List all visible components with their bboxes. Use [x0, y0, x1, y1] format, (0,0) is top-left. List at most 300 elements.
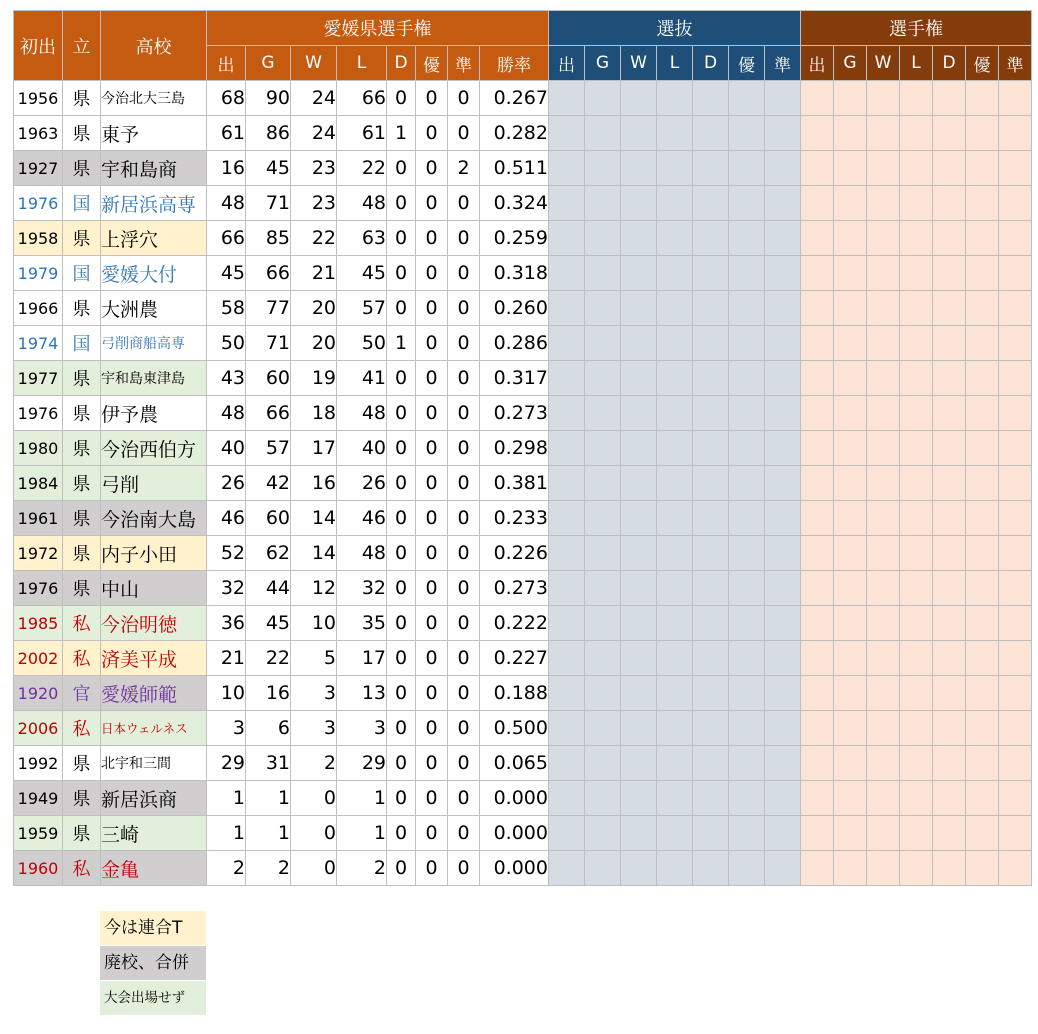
stat-g: 85	[246, 221, 291, 256]
senbatsu-cell	[765, 816, 801, 851]
senshuken-cell	[999, 151, 1032, 186]
senbatsu-cell	[765, 431, 801, 466]
legend-item-gray: 廃校、合併	[100, 946, 206, 981]
first-appearance-year: 1976	[14, 396, 63, 431]
stat-de: 52	[207, 536, 246, 571]
senbatsu-cell	[549, 711, 585, 746]
senbatsu-cell	[765, 81, 801, 116]
win-rate: 0.065	[480, 746, 549, 781]
senbatsu-cell	[729, 571, 765, 606]
stat-l: 1	[337, 816, 387, 851]
school-name: 内子小田	[101, 536, 207, 571]
senshuken-cell	[900, 641, 933, 676]
senshuken-cell	[834, 186, 867, 221]
win-rate: 0.227	[480, 641, 549, 676]
senbatsu-cell	[693, 641, 729, 676]
stat-l: 1	[337, 781, 387, 816]
senbatsu-cell	[657, 256, 693, 291]
stat-g: 57	[246, 431, 291, 466]
school-name: 金亀	[101, 851, 207, 886]
stat-w: 22	[291, 221, 337, 256]
stat-d: 0	[387, 536, 416, 571]
stat-yu: 0	[416, 291, 448, 326]
stat-d: 0	[387, 256, 416, 291]
senshuken-cell	[801, 711, 834, 746]
stat-yu: 0	[416, 256, 448, 291]
senbatsu-cell	[549, 641, 585, 676]
group-senbatsu: 選抜	[549, 11, 801, 46]
subheader-ehime-3: L	[337, 46, 387, 81]
stat-jun: 0	[448, 606, 480, 641]
stat-w: 5	[291, 641, 337, 676]
senbatsu-cell	[621, 816, 657, 851]
senbatsu-cell	[585, 466, 621, 501]
senshuken-cell	[801, 536, 834, 571]
senshuken-cell	[999, 116, 1032, 151]
senshuken-cell	[900, 571, 933, 606]
stat-jun: 0	[448, 116, 480, 151]
stat-yu: 0	[416, 151, 448, 186]
senbatsu-cell	[621, 606, 657, 641]
senbatsu-cell	[729, 676, 765, 711]
stat-g: 6	[246, 711, 291, 746]
stat-d: 0	[387, 501, 416, 536]
legend	[100, 911, 206, 1016]
stat-w: 23	[291, 186, 337, 221]
senbatsu-cell	[693, 291, 729, 326]
stat-w: 20	[291, 291, 337, 326]
stat-d: 0	[387, 676, 416, 711]
stat-l: 46	[337, 501, 387, 536]
senbatsu-cell	[729, 326, 765, 361]
stat-yu: 0	[416, 851, 448, 886]
senbatsu-cell	[585, 151, 621, 186]
first-appearance-year: 1966	[14, 291, 63, 326]
senbatsu-cell	[765, 606, 801, 641]
senshuken-cell	[966, 186, 999, 221]
senbatsu-cell	[693, 396, 729, 431]
senshuken-cell	[900, 781, 933, 816]
senshuken-cell	[867, 361, 900, 396]
stat-de: 45	[207, 256, 246, 291]
senshuken-cell	[999, 361, 1032, 396]
senbatsu-cell	[549, 781, 585, 816]
senshuken-cell	[834, 466, 867, 501]
stat-w: 2	[291, 746, 337, 781]
stat-g: 16	[246, 676, 291, 711]
senbatsu-cell	[693, 851, 729, 886]
senbatsu-cell	[765, 641, 801, 676]
school-name: 弓削	[101, 466, 207, 501]
senbatsu-cell	[621, 151, 657, 186]
senshuken-cell	[933, 606, 966, 641]
senbatsu-cell	[621, 641, 657, 676]
senbatsu-cell	[693, 711, 729, 746]
stat-w: 24	[291, 116, 337, 151]
table-row	[14, 326, 1032, 361]
senshuken-cell	[966, 676, 999, 711]
senbatsu-cell	[549, 291, 585, 326]
senbatsu-cell	[765, 396, 801, 431]
senbatsu-cell	[585, 501, 621, 536]
senshuken-cell	[999, 746, 1032, 781]
senbatsu-cell	[693, 781, 729, 816]
stat-l: 22	[337, 151, 387, 186]
senbatsu-cell	[765, 326, 801, 361]
senshuken-cell	[867, 536, 900, 571]
stat-yu: 0	[416, 466, 448, 501]
win-rate: 0.324	[480, 186, 549, 221]
win-rate: 0.286	[480, 326, 549, 361]
senbatsu-cell	[765, 221, 801, 256]
senbatsu-cell	[765, 256, 801, 291]
stat-g: 60	[246, 501, 291, 536]
school-name: 宇和島商	[101, 151, 207, 186]
senbatsu-cell	[729, 536, 765, 571]
school-name: 北宇和三間	[101, 746, 207, 781]
senshuken-cell	[999, 326, 1032, 361]
subheader-senshuken-3: L	[900, 46, 933, 81]
stat-d: 0	[387, 396, 416, 431]
senshuken-cell	[801, 641, 834, 676]
senbatsu-cell	[585, 361, 621, 396]
senbatsu-cell	[621, 221, 657, 256]
senbatsu-cell	[549, 606, 585, 641]
senshuken-cell	[999, 466, 1032, 501]
win-rate: 0.282	[480, 116, 549, 151]
senshuken-cell	[933, 501, 966, 536]
senbatsu-cell	[621, 466, 657, 501]
senshuken-cell	[933, 851, 966, 886]
school-name: 愛媛大付	[101, 256, 207, 291]
subheader-senbatsu-1: G	[585, 46, 621, 81]
stat-yu: 0	[416, 571, 448, 606]
stat-jun: 0	[448, 431, 480, 466]
senbatsu-cell	[729, 816, 765, 851]
first-appearance-year: 2006	[14, 711, 63, 746]
table-row	[14, 116, 1032, 151]
school-type: 県	[63, 81, 101, 116]
senshuken-cell	[867, 116, 900, 151]
senshuken-cell	[966, 536, 999, 571]
stat-de: 58	[207, 291, 246, 326]
stat-de: 32	[207, 571, 246, 606]
stat-g: 45	[246, 151, 291, 186]
subheader-ehime-0: 出	[207, 46, 246, 81]
table-row	[14, 186, 1032, 221]
table-row	[14, 151, 1032, 186]
first-appearance-year: 1984	[14, 466, 63, 501]
senshuken-cell	[900, 466, 933, 501]
first-appearance-year: 1959	[14, 816, 63, 851]
stat-yu: 0	[416, 501, 448, 536]
school-name: 大洲農	[101, 291, 207, 326]
senbatsu-cell	[621, 81, 657, 116]
senshuken-cell	[900, 361, 933, 396]
senbatsu-cell	[657, 816, 693, 851]
senshuken-cell	[801, 781, 834, 816]
stat-jun: 0	[448, 361, 480, 396]
stat-de: 1	[207, 816, 246, 851]
stat-de: 10	[207, 676, 246, 711]
stat-jun: 0	[448, 641, 480, 676]
stat-l: 41	[337, 361, 387, 396]
stat-w: 0	[291, 851, 337, 886]
table-row	[14, 641, 1032, 676]
subheader-senshuken-0: 出	[801, 46, 834, 81]
senbatsu-cell	[621, 186, 657, 221]
first-appearance-year: 1977	[14, 361, 63, 396]
stat-d: 0	[387, 151, 416, 186]
senbatsu-cell	[585, 606, 621, 641]
senshuken-cell	[999, 186, 1032, 221]
stat-d: 0	[387, 221, 416, 256]
stat-d: 0	[387, 361, 416, 396]
senshuken-cell	[900, 151, 933, 186]
senshuken-cell	[900, 676, 933, 711]
senshuken-cell	[933, 361, 966, 396]
senshuken-cell	[999, 851, 1032, 886]
school-type: 県	[63, 746, 101, 781]
subheader-senbatsu-2: W	[621, 46, 657, 81]
subheader-ehime-5: 優	[416, 46, 448, 81]
senshuken-cell	[801, 396, 834, 431]
senbatsu-cell	[729, 361, 765, 396]
senshuken-cell	[999, 431, 1032, 466]
stat-d: 0	[387, 291, 416, 326]
senshuken-cell	[867, 186, 900, 221]
senbatsu-cell	[549, 396, 585, 431]
school-name: 今治明徳	[101, 606, 207, 641]
stat-jun: 0	[448, 291, 480, 326]
senbatsu-cell	[693, 676, 729, 711]
table-row	[14, 256, 1032, 291]
senshuken-cell	[966, 116, 999, 151]
senbatsu-cell	[729, 746, 765, 781]
senshuken-cell	[966, 151, 999, 186]
stat-w: 18	[291, 396, 337, 431]
senshuken-cell	[999, 536, 1032, 571]
school-type: 県	[63, 396, 101, 431]
senbatsu-cell	[693, 186, 729, 221]
senbatsu-cell	[549, 466, 585, 501]
stat-jun: 0	[448, 781, 480, 816]
senbatsu-cell	[657, 641, 693, 676]
stat-d: 0	[387, 781, 416, 816]
school-type: 国	[63, 186, 101, 221]
table-row	[14, 606, 1032, 641]
senshuken-cell	[834, 536, 867, 571]
stat-g: 22	[246, 641, 291, 676]
stat-jun: 0	[448, 571, 480, 606]
senshuken-cell	[966, 851, 999, 886]
senbatsu-cell	[549, 186, 585, 221]
senbatsu-cell	[621, 571, 657, 606]
win-rate: 0.318	[480, 256, 549, 291]
stat-d: 0	[387, 711, 416, 746]
stat-yu: 0	[416, 431, 448, 466]
win-rate: 0.000	[480, 851, 549, 886]
senbatsu-cell	[549, 501, 585, 536]
subheader-senbatsu-6: 準	[765, 46, 801, 81]
stat-d: 0	[387, 81, 416, 116]
stat-l: 57	[337, 291, 387, 326]
senshuken-cell	[867, 711, 900, 746]
stat-l: 35	[337, 606, 387, 641]
senbatsu-cell	[765, 571, 801, 606]
senbatsu-cell	[585, 116, 621, 151]
senshuken-cell	[933, 256, 966, 291]
stat-g: 71	[246, 186, 291, 221]
stat-g: 44	[246, 571, 291, 606]
stat-g: 42	[246, 466, 291, 501]
senbatsu-cell	[693, 326, 729, 361]
senbatsu-cell	[765, 501, 801, 536]
stat-w: 0	[291, 781, 337, 816]
senshuken-cell	[834, 81, 867, 116]
senshuken-cell	[801, 116, 834, 151]
senbatsu-cell	[765, 361, 801, 396]
stat-w: 0	[291, 816, 337, 851]
senbatsu-cell	[765, 536, 801, 571]
senshuken-cell	[966, 501, 999, 536]
senbatsu-cell	[585, 291, 621, 326]
senshuken-cell	[801, 676, 834, 711]
senshuken-cell	[867, 641, 900, 676]
senshuken-cell	[801, 81, 834, 116]
senshuken-cell	[966, 711, 999, 746]
senshuken-cell	[999, 501, 1032, 536]
stat-l: 48	[337, 396, 387, 431]
stat-jun: 0	[448, 746, 480, 781]
senbatsu-cell	[729, 641, 765, 676]
senbatsu-cell	[693, 536, 729, 571]
senbatsu-cell	[693, 501, 729, 536]
senbatsu-cell	[729, 711, 765, 746]
senbatsu-cell	[621, 746, 657, 781]
senshuken-cell	[834, 501, 867, 536]
stat-yu: 0	[416, 781, 448, 816]
school-name: 上浮穴	[101, 221, 207, 256]
first-appearance-year: 1985	[14, 606, 63, 641]
first-appearance-year: 1972	[14, 536, 63, 571]
stat-g: 62	[246, 536, 291, 571]
senbatsu-cell	[621, 326, 657, 361]
subheader-senshuken-4: D	[933, 46, 966, 81]
senshuken-cell	[801, 326, 834, 361]
senbatsu-cell	[585, 711, 621, 746]
senbatsu-cell	[693, 256, 729, 291]
first-appearance-year: 1927	[14, 151, 63, 186]
senshuken-cell	[867, 781, 900, 816]
senbatsu-cell	[729, 396, 765, 431]
senshuken-cell	[933, 641, 966, 676]
subheader-ehime-2: W	[291, 46, 337, 81]
senbatsu-cell	[549, 221, 585, 256]
senbatsu-cell	[693, 361, 729, 396]
stat-jun: 0	[448, 186, 480, 221]
senshuken-cell	[834, 256, 867, 291]
senshuken-cell	[801, 151, 834, 186]
stat-jun: 0	[448, 501, 480, 536]
group-ehime-championship: 愛媛県選手権	[207, 11, 549, 46]
stat-w: 19	[291, 361, 337, 396]
stat-l: 26	[337, 466, 387, 501]
table-row	[14, 501, 1032, 536]
stat-d: 0	[387, 571, 416, 606]
senshuken-cell	[834, 361, 867, 396]
table-row	[14, 781, 1032, 816]
senbatsu-cell	[585, 186, 621, 221]
stat-jun: 0	[448, 396, 480, 431]
senshuken-cell	[867, 221, 900, 256]
senbatsu-cell	[585, 536, 621, 571]
stat-de: 1	[207, 781, 246, 816]
senshuken-cell	[999, 641, 1032, 676]
senshuken-cell	[867, 326, 900, 361]
stat-de: 2	[207, 851, 246, 886]
senbatsu-cell	[657, 396, 693, 431]
senbatsu-cell	[729, 221, 765, 256]
senbatsu-cell	[585, 851, 621, 886]
senbatsu-cell	[549, 256, 585, 291]
subheader-ehime-4: D	[387, 46, 416, 81]
senbatsu-cell	[585, 326, 621, 361]
school-name: 日本ウェルネス	[101, 711, 207, 746]
first-appearance-year: 1963	[14, 116, 63, 151]
col-school-name: 高校	[101, 11, 207, 81]
senshuken-cell	[966, 221, 999, 256]
senbatsu-cell	[729, 851, 765, 886]
senshuken-cell	[867, 606, 900, 641]
senbatsu-cell	[621, 536, 657, 571]
win-rate: 0.511	[480, 151, 549, 186]
stat-l: 61	[337, 116, 387, 151]
senbatsu-cell	[549, 151, 585, 186]
first-appearance-year: 1979	[14, 256, 63, 291]
table-row	[14, 746, 1032, 781]
table-row	[14, 466, 1032, 501]
table-row	[14, 81, 1032, 116]
stat-yu: 0	[416, 361, 448, 396]
senshuken-cell	[801, 571, 834, 606]
table-row	[14, 711, 1032, 746]
school-type: 国	[63, 326, 101, 361]
school-type: 私	[63, 641, 101, 676]
senshuken-cell	[867, 466, 900, 501]
stat-l: 48	[337, 186, 387, 221]
school-type: 県	[63, 816, 101, 851]
senshuken-cell	[900, 396, 933, 431]
senbatsu-cell	[657, 746, 693, 781]
stat-jun: 0	[448, 711, 480, 746]
school-name: 今治西伯方	[101, 431, 207, 466]
school-name: 伊予農	[101, 396, 207, 431]
stat-g: 71	[246, 326, 291, 361]
subheader-senbatsu-4: D	[693, 46, 729, 81]
first-appearance-year: 1976	[14, 186, 63, 221]
senbatsu-cell	[693, 431, 729, 466]
stat-de: 36	[207, 606, 246, 641]
school-name: 済美平成	[101, 641, 207, 676]
win-rate: 0.000	[480, 781, 549, 816]
senshuken-cell	[867, 501, 900, 536]
school-name: 東予	[101, 116, 207, 151]
stat-w: 24	[291, 81, 337, 116]
senshuken-cell	[900, 186, 933, 221]
stat-d: 0	[387, 851, 416, 886]
stat-d: 1	[387, 116, 416, 151]
